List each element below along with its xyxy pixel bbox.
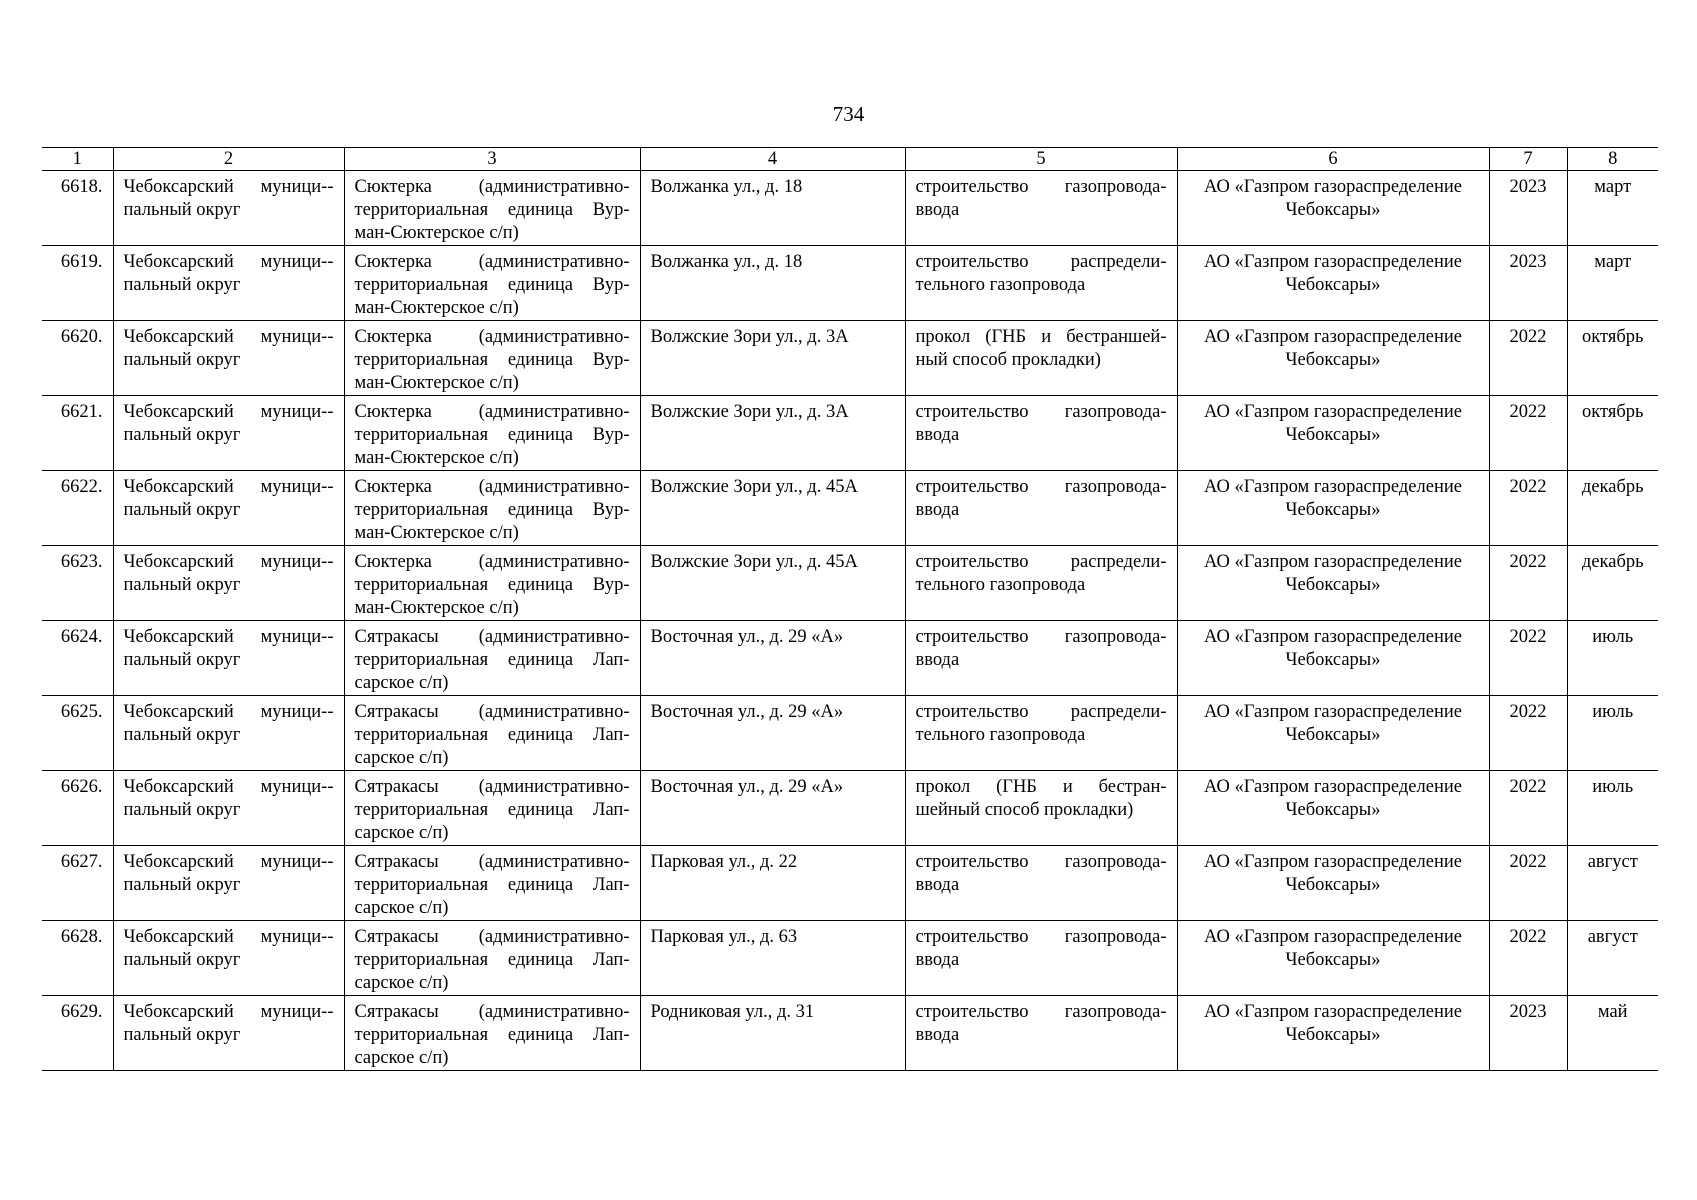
district-cell: Чебоксарский муници-пальный округ xyxy=(113,921,344,996)
column-header: 1 xyxy=(42,148,113,171)
district-cell: Чебоксарский муници-пальный округ xyxy=(113,396,344,471)
address-cell: Родниковая ул., д. 31 xyxy=(640,996,905,1071)
column-header: 5 xyxy=(905,148,1177,171)
row-number-cell: 6621. xyxy=(42,396,113,471)
row-number-cell: 6622. xyxy=(42,471,113,546)
year-cell: 2023 xyxy=(1489,171,1567,246)
locality-cell: Сюктерка (административно-территориальная единица Вур-ман-Сюктерское с/п) xyxy=(344,171,640,246)
organization-cell: АО «Газпром газораспределение Чебоксары» xyxy=(1177,921,1489,996)
column-header: 8 xyxy=(1567,148,1658,171)
year-cell: 2022 xyxy=(1489,546,1567,621)
locality-cell: Сюктерка (административно-территориальная единица Вур-ман-Сюктерское с/п) xyxy=(344,246,640,321)
month-cell: июль xyxy=(1567,621,1658,696)
work-type-cell: строительство распредели-тельного газопровода xyxy=(905,546,1177,621)
district-cell: Чебоксарский муници-пальный округ xyxy=(113,621,344,696)
district-cell: Чебоксарский муници-пальный округ xyxy=(113,846,344,921)
page-number: 734 xyxy=(832,102,865,126)
district-cell: Чебоксарский муници-пальный округ xyxy=(113,546,344,621)
work-type-cell: прокол (ГНБ и бестраншей-ный способ прокладки) xyxy=(905,321,1177,396)
row-number-cell: 6626. xyxy=(42,771,113,846)
district-cell: Чебоксарский муници-пальный округ xyxy=(113,996,344,1071)
district-cell: Чебоксарский муници-пальный округ xyxy=(113,321,344,396)
month-cell: август xyxy=(1567,846,1658,921)
table-body xyxy=(42,171,1658,1071)
address-cell: Волжанка ул., д. 18 xyxy=(640,171,905,246)
year-cell: 2022 xyxy=(1489,921,1567,996)
address-cell: Волжские Зори ул., д. 3А xyxy=(640,396,905,471)
address-cell: Парковая ул., д. 22 xyxy=(640,846,905,921)
month-cell: октябрь xyxy=(1567,396,1658,471)
table-row xyxy=(42,921,1658,996)
table-row xyxy=(42,471,1658,546)
row-number-cell: 6628. xyxy=(42,921,113,996)
work-type-cell: строительство газопровода-ввода xyxy=(905,396,1177,471)
organization-cell: АО «Газпром газораспределение Чебоксары» xyxy=(1177,546,1489,621)
organization-cell: АО «Газпром газораспределение Чебоксары» xyxy=(1177,171,1489,246)
organization-cell: АО «Газпром газораспределение Чебоксары» xyxy=(1177,471,1489,546)
table-row xyxy=(42,546,1658,621)
work-type-cell: строительство газопровода-ввода xyxy=(905,846,1177,921)
table-row xyxy=(42,621,1658,696)
work-type-cell: прокол (ГНБ и бестран-шейный способ прокладки) xyxy=(905,771,1177,846)
month-cell: август xyxy=(1567,921,1658,996)
district-cell: Чебоксарский муници-пальный округ xyxy=(113,696,344,771)
address-cell: Волжские Зори ул., д. 3А xyxy=(640,321,905,396)
row-number-cell: 6624. xyxy=(42,621,113,696)
column-header: 3 xyxy=(344,148,640,171)
work-type-cell: строительство распредели-тельного газопровода xyxy=(905,246,1177,321)
column-header: 4 xyxy=(640,148,905,171)
address-cell: Волжанка ул., д. 18 xyxy=(640,246,905,321)
table-row xyxy=(42,771,1658,846)
work-type-cell: строительство газопровода-ввода xyxy=(905,921,1177,996)
table-row xyxy=(42,696,1658,771)
row-number-cell: 6619. xyxy=(42,246,113,321)
organization-cell: АО «Газпром газораспределение Чебоксары» xyxy=(1177,321,1489,396)
month-cell: июль xyxy=(1567,771,1658,846)
address-cell: Восточная ул., д. 29 «А» xyxy=(640,621,905,696)
year-cell: 2022 xyxy=(1489,471,1567,546)
district-cell: Чебоксарский муници-пальный округ xyxy=(113,171,344,246)
locality-cell: Сюктерка (административно-территориальная единица Вур-ман-Сюктерское с/п) xyxy=(344,321,640,396)
year-cell: 2022 xyxy=(1489,396,1567,471)
year-cell: 2022 xyxy=(1489,771,1567,846)
row-number-cell: 6618. xyxy=(42,171,113,246)
locality-cell: Сятракасы (административно-территориальная единица Лап-сарское с/п) xyxy=(344,996,640,1071)
address-cell: Восточная ул., д. 29 «А» xyxy=(640,771,905,846)
district-cell: Чебоксарский муници-пальный округ xyxy=(113,471,344,546)
address-cell: Парковая ул., д. 63 xyxy=(640,921,905,996)
column-header: 2 xyxy=(113,148,344,171)
month-cell: октябрь xyxy=(1567,321,1658,396)
locality-cell: Сятракасы (административно-территориальная единица Лап-сарское с/п) xyxy=(344,621,640,696)
organization-cell: АО «Газпром газораспределение Чебоксары» xyxy=(1177,996,1489,1071)
row-number-cell: 6620. xyxy=(42,321,113,396)
organization-cell: АО «Газпром газораспределение Чебоксары» xyxy=(1177,396,1489,471)
row-number-cell: 6625. xyxy=(42,696,113,771)
district-cell: Чебоксарский муници-пальный округ xyxy=(113,246,344,321)
column-header: 6 xyxy=(1177,148,1489,171)
district-cell: Чебоксарский муници-пальный округ xyxy=(113,771,344,846)
year-cell: 2022 xyxy=(1489,321,1567,396)
work-type-cell: строительство газопровода-ввода xyxy=(905,996,1177,1071)
address-cell: Волжские Зори ул., д. 45А xyxy=(640,471,905,546)
organization-cell: АО «Газпром газораспределение Чебоксары» xyxy=(1177,696,1489,771)
table-row xyxy=(42,246,1658,321)
locality-cell: Сятракасы (административно-территориальная единица Лап-сарское с/п) xyxy=(344,771,640,846)
row-number-cell: 6629. xyxy=(42,996,113,1071)
year-cell: 2022 xyxy=(1489,696,1567,771)
work-type-cell: строительство распредели-тельного газопровода xyxy=(905,696,1177,771)
year-cell: 2023 xyxy=(1489,246,1567,321)
locality-cell: Сюктерка (административно-территориальная единица Вур-ман-Сюктерское с/п) xyxy=(344,471,640,546)
locality-cell: Сятракасы (административно-территориальная единица Лап-сарское с/п) xyxy=(344,696,640,771)
organization-cell: АО «Газпром газораспределение Чебоксары» xyxy=(1177,846,1489,921)
column-header: 7 xyxy=(1489,148,1567,171)
address-cell: Волжские Зори ул., д. 45А xyxy=(640,546,905,621)
registry-table xyxy=(42,147,1658,1071)
header-row xyxy=(42,148,1658,171)
locality-cell: Сятракасы (административно-территориальная единица Лап-сарское с/п) xyxy=(344,921,640,996)
month-cell: июль xyxy=(1567,696,1658,771)
locality-cell: Сюктерка (административно-территориальная единица Вур-ман-Сюктерское с/п) xyxy=(344,396,640,471)
locality-cell: Сятракасы (административно-территориальная единица Лап-сарское с/п) xyxy=(344,846,640,921)
work-type-cell: строительство газопровода-ввода xyxy=(905,171,1177,246)
table-row xyxy=(42,321,1658,396)
locality-cell: Сюктерка (административно-территориальная единица Вур-ман-Сюктерское с/п) xyxy=(344,546,640,621)
year-cell: 2022 xyxy=(1489,621,1567,696)
table-row xyxy=(42,396,1658,471)
table-row xyxy=(42,171,1658,246)
month-cell: декабрь xyxy=(1567,471,1658,546)
address-cell: Восточная ул., д. 29 «А» xyxy=(640,696,905,771)
month-cell: март xyxy=(1567,246,1658,321)
organization-cell: АО «Газпром газораспределение Чебоксары» xyxy=(1177,771,1489,846)
month-cell: март xyxy=(1567,171,1658,246)
work-type-cell: строительство газопровода-ввода xyxy=(905,471,1177,546)
month-cell: май xyxy=(1567,996,1658,1071)
table-row xyxy=(42,846,1658,921)
row-number-cell: 6627. xyxy=(42,846,113,921)
work-type-cell: строительство газопровода-ввода xyxy=(905,621,1177,696)
month-cell: декабрь xyxy=(1567,546,1658,621)
organization-cell: АО «Газпром газораспределение Чебоксары» xyxy=(1177,246,1489,321)
year-cell: 2022 xyxy=(1489,846,1567,921)
year-cell: 2023 xyxy=(1489,996,1567,1071)
row-number-cell: 6623. xyxy=(42,546,113,621)
organization-cell: АО «Газпром газораспределение Чебоксары» xyxy=(1177,621,1489,696)
table-row xyxy=(42,996,1658,1071)
